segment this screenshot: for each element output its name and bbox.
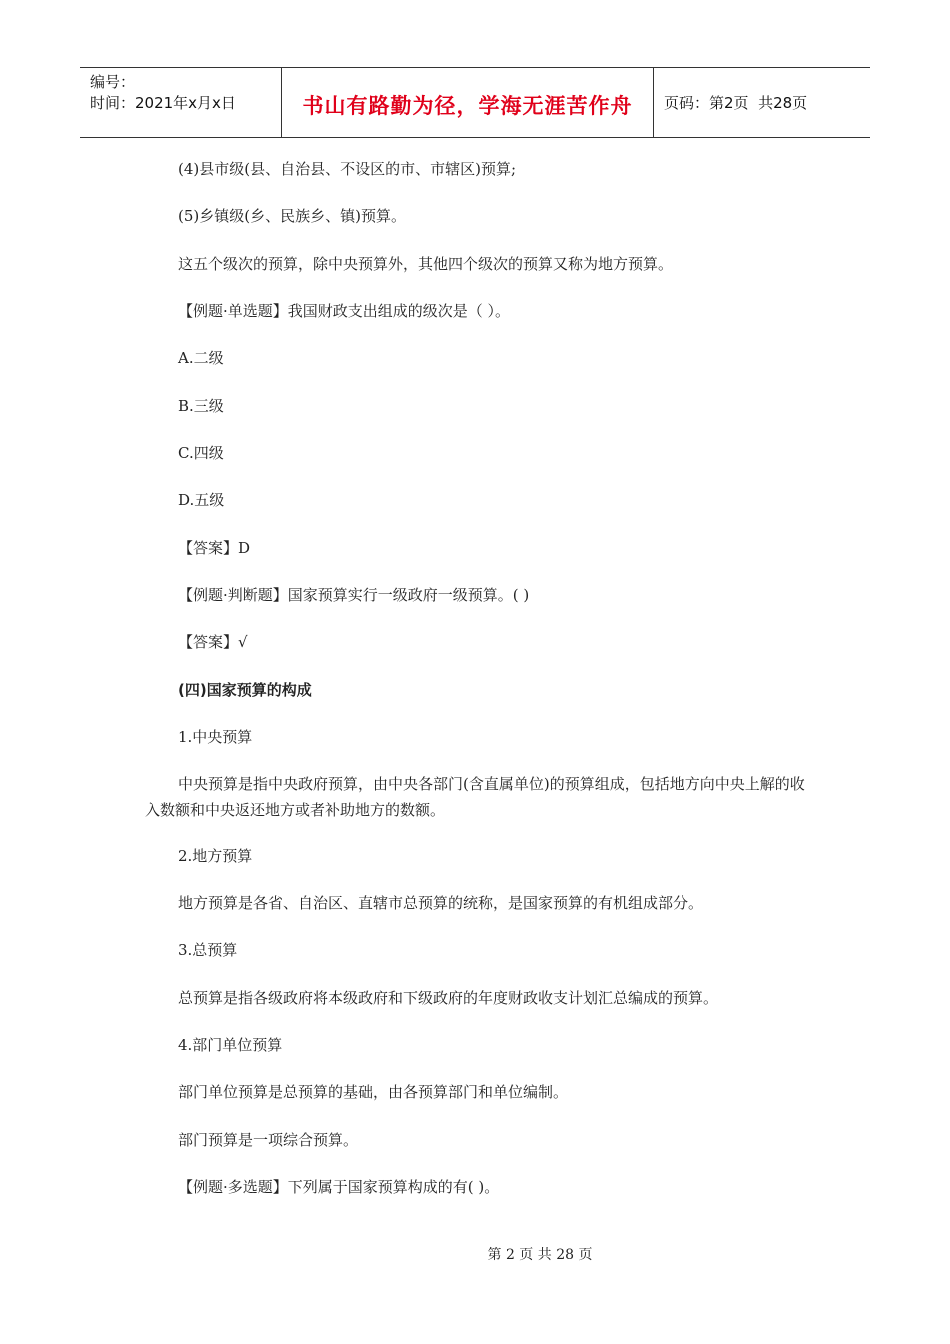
time-label: 时间：2021年x月x日: [90, 94, 236, 112]
paragraph: 总预算是指各级政府将本级政府和下级政府的年度财政收支计划汇总编成的预算。: [178, 989, 719, 1007]
example-question: 【例题·判断题】国家预算实行一级政府一级预算。( ): [178, 586, 530, 604]
paragraph: 这五个级次的预算，除中央预算外，其他四个级次的预算又称为地方预算。: [178, 255, 674, 273]
paragraph: 中央预算是指中央政府预算，由中央各部门(含直属单位)的预算组成，包括地方向中央上解的收入数额和中央返还地方或者补助地方的数额。: [145, 775, 805, 819]
paragraph: (4)县市级(县、自治县、不设区的市、市辖区)预算;: [178, 160, 517, 178]
option-d: D.五级: [178, 491, 225, 509]
example-question: 【例题·单选题】我国财政支出组成的级次是（ ）。: [178, 302, 511, 320]
subheading: 2.地方预算: [178, 847, 253, 865]
answer: 【答案】√: [178, 633, 248, 651]
subheading: 3.总预算: [178, 941, 238, 959]
option-a: A.二级: [178, 349, 224, 367]
header-motto-cell: [281, 68, 654, 137]
section-heading: (四)国家预算的构成: [178, 681, 312, 699]
paragraph: (5)乡镇级(乡、民族乡、镇)预算。: [178, 207, 406, 225]
page-footer: [0, 1244, 950, 1264]
option-b: B.三级: [178, 397, 224, 415]
subheading: 4.部门单位预算: [178, 1036, 283, 1054]
subheading: 1.中央预算: [178, 728, 253, 746]
paragraph: 部门预算是一项综合预算。: [178, 1131, 359, 1149]
paragraph: 部门单位预算是总预算的基础，由各预算部门和单位编制。: [178, 1083, 569, 1101]
motto-text: 书山有路勤为径，学海无涯苦作舟: [302, 93, 633, 118]
footer-page-number: 第 2 页 共 28 页: [487, 1247, 593, 1263]
example-question: 【例题·多选题】下列属于国家预算构成的有( )。: [178, 1178, 500, 1196]
header-page-cell: [654, 68, 870, 137]
option-c: C.四级: [178, 444, 224, 462]
header-meta: [80, 68, 281, 137]
document-header: [80, 67, 870, 138]
page-label: 页码：第2页 共28页: [664, 94, 808, 112]
number-label: 编号：: [90, 73, 136, 91]
paragraph: 地方预算是各省、自治区、直辖市总预算的统称，是国家预算的有机组成部分。: [178, 894, 704, 912]
answer: 【答案】D: [178, 539, 251, 557]
